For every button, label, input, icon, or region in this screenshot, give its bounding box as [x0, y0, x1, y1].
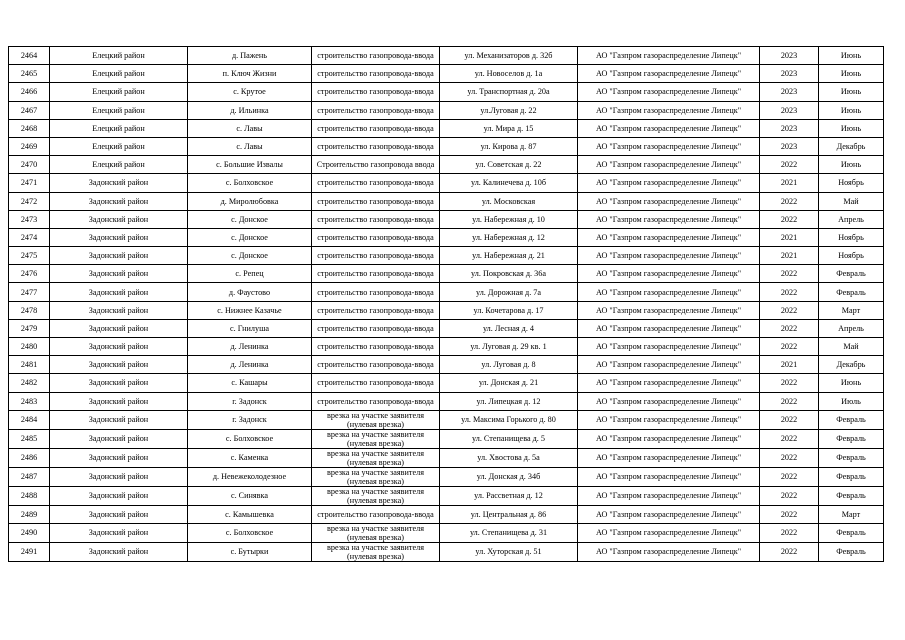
table-row [9, 137, 884, 155]
year-cell: 2022 [760, 523, 819, 542]
month-cell: Июнь [819, 374, 884, 392]
row-number-cell: 2474 [9, 228, 50, 246]
year-cell: 2022 [760, 467, 819, 486]
month-cell: Март [819, 301, 884, 319]
organization-cell: АО "Газпром газораспределение Липецк" [578, 542, 760, 561]
table-row [9, 356, 884, 374]
district-cell: Задонский район [50, 247, 188, 265]
year-cell: 2022 [760, 319, 819, 337]
address-cell: ул. Хуторская д. 51 [440, 542, 578, 561]
locality-cell: с. Крутое [188, 83, 312, 101]
organization-cell: АО "Газпром газораспределение Липецк" [578, 156, 760, 174]
table-row [9, 523, 884, 542]
work-type-cell: строительство газопровода-ввода [312, 137, 440, 155]
month-cell: Май [819, 192, 884, 210]
district-cell: Задонский район [50, 265, 188, 283]
work-type-cell: строительство газопровода-ввода [312, 374, 440, 392]
table-row [9, 392, 884, 410]
work-type-cell: строительство газопровода-ввода [312, 505, 440, 523]
district-cell: Задонский район [50, 356, 188, 374]
work-type-cell: строительство газопровода-ввода [312, 301, 440, 319]
organization-cell: АО "Газпром газораспределение Липецк" [578, 429, 760, 448]
address-cell: ул. Транспортная д. 20а [440, 83, 578, 101]
row-number-cell: 2485 [9, 429, 50, 448]
month-cell: Февраль [819, 542, 884, 561]
work-type-cell: врезка на участке заявителя (нулевая врезка) [312, 523, 440, 542]
year-cell: 2022 [760, 392, 819, 410]
organization-cell: АО "Газпром газораспределение Липецк" [578, 137, 760, 155]
year-cell: 2022 [760, 448, 819, 467]
locality-cell: с. Кашары [188, 374, 312, 392]
locality-cell: с. Камышевка [188, 505, 312, 523]
organization-cell: АО "Газпром газораспределение Липецк" [578, 319, 760, 337]
address-cell: ул. Степанищева д. 31 [440, 523, 578, 542]
month-cell: Ноябрь [819, 174, 884, 192]
district-cell: Задонский район [50, 410, 188, 429]
district-cell: Задонский район [50, 392, 188, 410]
locality-cell: с. Репец [188, 265, 312, 283]
locality-cell: д. Ленинка [188, 356, 312, 374]
work-type-cell: строительство газопровода-ввода [312, 319, 440, 337]
year-cell: 2023 [760, 83, 819, 101]
table-row [9, 374, 884, 392]
district-cell: Задонский район [50, 429, 188, 448]
district-cell: Задонский район [50, 486, 188, 505]
address-cell: ул. Луговая д. 8 [440, 356, 578, 374]
month-cell: Апрель [819, 319, 884, 337]
row-number-cell: 2484 [9, 410, 50, 429]
district-cell: Задонский район [50, 523, 188, 542]
organization-cell: АО "Газпром газораспределение Липецк" [578, 83, 760, 101]
row-number-cell: 2489 [9, 505, 50, 523]
work-type-cell: строительство газопровода-ввода [312, 83, 440, 101]
year-cell: 2022 [760, 542, 819, 561]
row-number-cell: 2481 [9, 356, 50, 374]
year-cell: 2022 [760, 301, 819, 319]
month-cell: Июнь [819, 47, 884, 65]
organization-cell: АО "Газпром газораспределение Липецк" [578, 65, 760, 83]
address-cell: ул. Покровская д. 36а [440, 265, 578, 283]
row-number-cell: 2464 [9, 47, 50, 65]
organization-cell: АО "Газпром газораспределение Липецк" [578, 505, 760, 523]
organization-cell: АО "Газпром газораспределение Липецк" [578, 410, 760, 429]
locality-cell: д. Ленинка [188, 338, 312, 356]
address-cell: ул. Донская д. 21 [440, 374, 578, 392]
table-row [9, 505, 884, 523]
organization-cell: АО "Газпром газораспределение Липецк" [578, 265, 760, 283]
row-number-cell: 2475 [9, 247, 50, 265]
organization-cell: АО "Газпром газораспределение Липецк" [578, 192, 760, 210]
month-cell: Февраль [819, 429, 884, 448]
row-number-cell: 2470 [9, 156, 50, 174]
address-cell: ул. Московская [440, 192, 578, 210]
table-row [9, 265, 884, 283]
row-number-cell: 2466 [9, 83, 50, 101]
work-type-cell: строительство газопровода-ввода [312, 119, 440, 137]
organization-cell: АО "Газпром газораспределение Липецк" [578, 301, 760, 319]
locality-cell: с. Бутырки [188, 542, 312, 561]
month-cell: Февраль [819, 265, 884, 283]
year-cell: 2023 [760, 65, 819, 83]
locality-cell: с. Болховское [188, 174, 312, 192]
table-row [9, 156, 884, 174]
organization-cell: АО "Газпром газораспределение Липецк" [578, 523, 760, 542]
locality-cell: д. Пажень [188, 47, 312, 65]
district-cell: Задонский район [50, 174, 188, 192]
table-row [9, 486, 884, 505]
table-body [9, 47, 884, 562]
work-type-cell: строительство газопровода-ввода [312, 174, 440, 192]
address-cell: ул. Луговая д. 29 кв. 1 [440, 338, 578, 356]
address-cell: ул. Центральная д. 86 [440, 505, 578, 523]
row-number-cell: 2487 [9, 467, 50, 486]
address-cell: ул. Рассветная д. 12 [440, 486, 578, 505]
address-cell: ул. Дорожная д. 7а [440, 283, 578, 301]
work-type-cell: врезка на участке заявителя (нулевая врезка) [312, 448, 440, 467]
organization-cell: АО "Газпром газораспределение Липецк" [578, 392, 760, 410]
locality-cell: с. Каменка [188, 448, 312, 467]
month-cell: Февраль [819, 523, 884, 542]
locality-cell: с. Донское [188, 210, 312, 228]
work-type-cell: врезка на участке заявителя (нулевая врезка) [312, 410, 440, 429]
month-cell: Апрель [819, 210, 884, 228]
locality-cell: с. Донское [188, 228, 312, 246]
month-cell: Февраль [819, 283, 884, 301]
month-cell: Март [819, 505, 884, 523]
locality-cell: с. Лавы [188, 119, 312, 137]
organization-cell: АО "Газпром газораспределение Липецк" [578, 247, 760, 265]
locality-cell: с. Синявка [188, 486, 312, 505]
work-type-cell: врезка на участке заявителя (нулевая врезка) [312, 542, 440, 561]
row-number-cell: 2491 [9, 542, 50, 561]
year-cell: 2021 [760, 228, 819, 246]
year-cell: 2022 [760, 210, 819, 228]
year-cell: 2022 [760, 486, 819, 505]
row-number-cell: 2490 [9, 523, 50, 542]
table-row [9, 210, 884, 228]
work-type-cell: строительство газопровода-ввода [312, 228, 440, 246]
work-type-cell: врезка на участке заявителя (нулевая врезка) [312, 486, 440, 505]
district-cell: Елецкий район [50, 137, 188, 155]
locality-cell: с. Гнилуша [188, 319, 312, 337]
table-row [9, 319, 884, 337]
locality-cell: с. Болховское [188, 523, 312, 542]
locality-cell: д. Миролюбовка [188, 192, 312, 210]
year-cell: 2021 [760, 174, 819, 192]
district-cell: Задонский район [50, 228, 188, 246]
locality-cell: с. Нижнее Казачье [188, 301, 312, 319]
row-number-cell: 2469 [9, 137, 50, 155]
organization-cell: АО "Газпром газораспределение Липецк" [578, 119, 760, 137]
district-cell: Задонский район [50, 505, 188, 523]
row-number-cell: 2478 [9, 301, 50, 319]
year-cell: 2021 [760, 356, 819, 374]
gasification-table [8, 46, 884, 562]
year-cell: 2022 [760, 283, 819, 301]
month-cell: Ноябрь [819, 247, 884, 265]
address-cell: ул. Максима Горького д. 80 [440, 410, 578, 429]
district-cell: Задонский район [50, 301, 188, 319]
row-number-cell: 2471 [9, 174, 50, 192]
row-number-cell: 2473 [9, 210, 50, 228]
row-number-cell: 2465 [9, 65, 50, 83]
table-row [9, 448, 884, 467]
address-cell: ул. Калинечева д. 10б [440, 174, 578, 192]
district-cell: Задонский район [50, 283, 188, 301]
locality-cell: г. Задонск [188, 410, 312, 429]
table-row [9, 301, 884, 319]
address-cell: ул. Донская д. 34б [440, 467, 578, 486]
work-type-cell: строительство газопровода-ввода [312, 192, 440, 210]
address-cell: ул. Лесная д. 4 [440, 319, 578, 337]
month-cell: Декабрь [819, 137, 884, 155]
organization-cell: АО "Газпром газораспределение Липецк" [578, 486, 760, 505]
district-cell: Задонский район [50, 448, 188, 467]
locality-cell: д. Невежеколодезное [188, 467, 312, 486]
address-cell: ул. Новоселов д. 1а [440, 65, 578, 83]
address-cell: ул. Советская д. 22 [440, 156, 578, 174]
table-row [9, 192, 884, 210]
table-row [9, 429, 884, 448]
work-type-cell: строительство газопровода-ввода [312, 210, 440, 228]
month-cell: Июнь [819, 83, 884, 101]
locality-cell: г. Задонск [188, 392, 312, 410]
organization-cell: АО "Газпром газораспределение Липецк" [578, 448, 760, 467]
address-cell: ул. Кирова д. 87 [440, 137, 578, 155]
work-type-cell: строительство газопровода-ввода [312, 283, 440, 301]
row-number-cell: 2480 [9, 338, 50, 356]
row-number-cell: 2486 [9, 448, 50, 467]
address-cell: ул. Хвостова д. 5а [440, 448, 578, 467]
year-cell: 2022 [760, 374, 819, 392]
district-cell: Елецкий район [50, 65, 188, 83]
work-type-cell: строительство газопровода-ввода [312, 65, 440, 83]
month-cell: Июль [819, 392, 884, 410]
address-cell: ул. Кочетарова д. 17 [440, 301, 578, 319]
table-row [9, 47, 884, 65]
locality-cell: с. Лавы [188, 137, 312, 155]
district-cell: Елецкий район [50, 83, 188, 101]
table-row [9, 410, 884, 429]
work-type-cell: строительство газопровода-ввода [312, 356, 440, 374]
row-number-cell: 2472 [9, 192, 50, 210]
row-number-cell: 2467 [9, 101, 50, 119]
row-number-cell: 2476 [9, 265, 50, 283]
month-cell: Февраль [819, 486, 884, 505]
year-cell: 2023 [760, 101, 819, 119]
month-cell: Июнь [819, 65, 884, 83]
month-cell: Июнь [819, 156, 884, 174]
month-cell: Май [819, 338, 884, 356]
month-cell: Февраль [819, 448, 884, 467]
month-cell: Февраль [819, 467, 884, 486]
district-cell: Задонский район [50, 338, 188, 356]
work-type-cell: строительство газопровода-ввода [312, 247, 440, 265]
address-cell: ул. Мира д. 15 [440, 119, 578, 137]
district-cell: Задонский район [50, 319, 188, 337]
table-row [9, 228, 884, 246]
organization-cell: АО "Газпром газораспределение Липецк" [578, 283, 760, 301]
row-number-cell: 2488 [9, 486, 50, 505]
work-type-cell: строительство газопровода-ввода [312, 47, 440, 65]
district-cell: Елецкий район [50, 47, 188, 65]
row-number-cell: 2482 [9, 374, 50, 392]
district-cell: Елецкий район [50, 119, 188, 137]
work-type-cell: строительство газопровода-ввода [312, 392, 440, 410]
locality-cell: д. Фаустово [188, 283, 312, 301]
district-cell: Задонский район [50, 374, 188, 392]
district-cell: Елецкий район [50, 101, 188, 119]
row-number-cell: 2468 [9, 119, 50, 137]
year-cell: 2022 [760, 338, 819, 356]
district-cell: Задонский район [50, 192, 188, 210]
year-cell: 2023 [760, 47, 819, 65]
organization-cell: АО "Газпром газораспределение Липецк" [578, 174, 760, 192]
address-cell: ул. Степанищева д. 5 [440, 429, 578, 448]
organization-cell: АО "Газпром газораспределение Липецк" [578, 47, 760, 65]
table-row [9, 467, 884, 486]
row-number-cell: 2483 [9, 392, 50, 410]
organization-cell: АО "Газпром газораспределение Липецк" [578, 338, 760, 356]
year-cell: 2022 [760, 192, 819, 210]
organization-cell: АО "Газпром газораспределение Липецк" [578, 467, 760, 486]
district-cell: Задонский район [50, 467, 188, 486]
locality-cell: п. Ключ Жизни [188, 65, 312, 83]
year-cell: 2022 [760, 505, 819, 523]
organization-cell: АО "Газпром газораспределение Липецк" [578, 374, 760, 392]
locality-cell: с. Болховское [188, 429, 312, 448]
table-row [9, 101, 884, 119]
work-type-cell: врезка на участке заявителя (нулевая врезка) [312, 467, 440, 486]
month-cell: Июнь [819, 119, 884, 137]
organization-cell: АО "Газпром газораспределение Липецк" [578, 228, 760, 246]
table-row [9, 65, 884, 83]
address-cell: ул.Луговая д. 22 [440, 101, 578, 119]
table-row [9, 83, 884, 101]
work-type-cell: строительство газопровода-ввода [312, 101, 440, 119]
work-type-cell: строительство газопровода-ввода [312, 338, 440, 356]
table-row [9, 119, 884, 137]
locality-cell: с. Большие Извалы [188, 156, 312, 174]
row-number-cell: 2479 [9, 319, 50, 337]
address-cell: ул. Липецкая д. 12 [440, 392, 578, 410]
organization-cell: АО "Газпром газораспределение Липецк" [578, 210, 760, 228]
address-cell: ул. Механизаторов д. 32б [440, 47, 578, 65]
table-row [9, 283, 884, 301]
work-type-cell: Строительство газопровода ввода [312, 156, 440, 174]
district-cell: Елецкий район [50, 156, 188, 174]
table-row [9, 174, 884, 192]
row-number-cell: 2477 [9, 283, 50, 301]
year-cell: 2022 [760, 265, 819, 283]
address-cell: ул. Набережная д. 21 [440, 247, 578, 265]
district-cell: Задонский район [50, 210, 188, 228]
month-cell: Июнь [819, 101, 884, 119]
year-cell: 2021 [760, 247, 819, 265]
table-row [9, 247, 884, 265]
table-row [9, 542, 884, 561]
locality-cell: с. Донское [188, 247, 312, 265]
month-cell: Февраль [819, 410, 884, 429]
work-type-cell: строительство газопровода-ввода [312, 265, 440, 283]
month-cell: Ноябрь [819, 228, 884, 246]
year-cell: 2022 [760, 410, 819, 429]
table-row [9, 338, 884, 356]
address-cell: ул. Набережная д. 12 [440, 228, 578, 246]
year-cell: 2022 [760, 429, 819, 448]
address-cell: ул. Набережная д. 10 [440, 210, 578, 228]
year-cell: 2022 [760, 156, 819, 174]
work-type-cell: врезка на участке заявителя (нулевая врезка) [312, 429, 440, 448]
district-cell: Задонский район [50, 542, 188, 561]
locality-cell: д. Ильинка [188, 101, 312, 119]
organization-cell: АО "Газпром газораспределение Липецк" [578, 356, 760, 374]
month-cell: Декабрь [819, 356, 884, 374]
year-cell: 2023 [760, 137, 819, 155]
year-cell: 2023 [760, 119, 819, 137]
organization-cell: АО "Газпром газораспределение Липецк" [578, 101, 760, 119]
